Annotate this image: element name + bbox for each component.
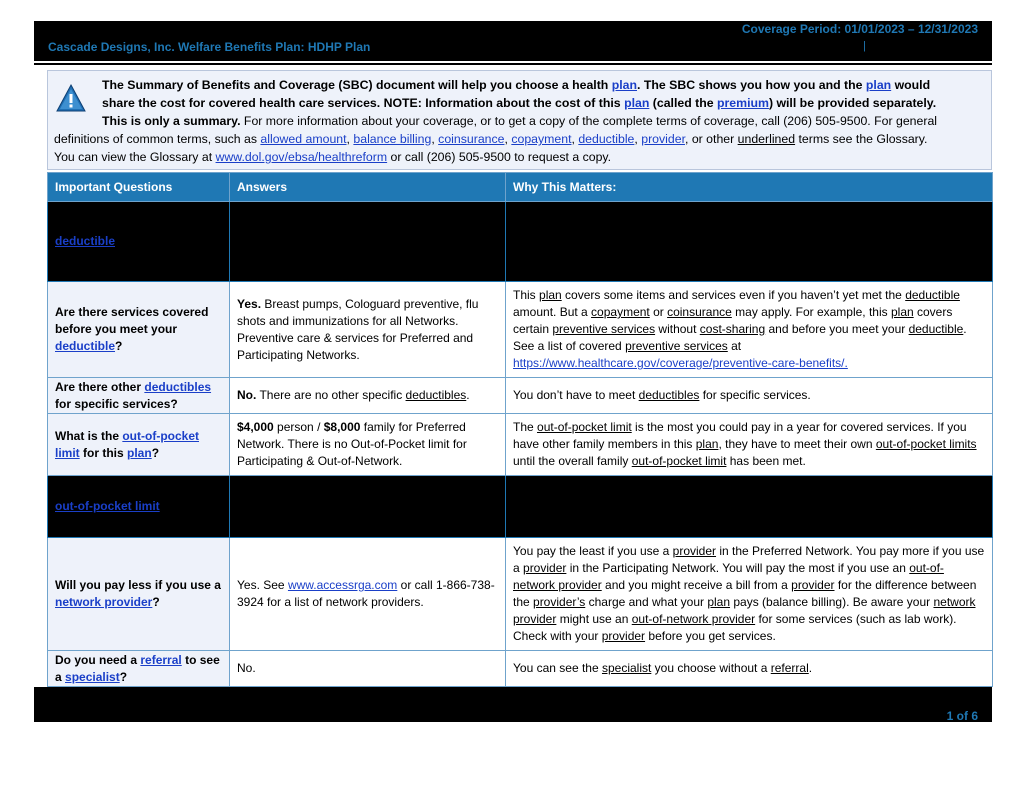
link-deductible[interactable]: deductible [55,339,116,353]
page-number: 1 of 6 [946,709,978,723]
link-specialist[interactable]: specialist [65,669,120,684]
warning-icon [56,83,86,113]
link-provider[interactable]: provider [641,132,685,146]
why-cell: You can see the specialist you choose without a referral. [506,651,993,687]
question-cell: Are there services covered before you meet your deductible? [48,282,230,378]
link-out-of-pocket-limit[interactable]: out-of-pocket limit [55,499,160,513]
why-cell [506,476,993,538]
answer-cell [230,202,506,282]
intro-line-2: share the cost for covered health care services. NOTE: Information about the cost of this plan (called the premium) will be provided separately. [102,96,937,110]
why-cell: The out-of-pocket limit is the most you could pay in a year for covered services. If you have other family members in this plan, they have to meet their own out-of-pocket limits until the overall family out-of-pocket limit has been met. [506,414,993,476]
link-preventive-care[interactable]: https://www.healthcare.gov/coverage/preventive-care-benefits/. [513,356,848,370]
benefits-table [47,172,993,687]
answer-cell: No. There are no other specific deductibles. [230,378,506,414]
coverage-period: Coverage Period: 01/01/2023 – 12/31/2023 [741,22,978,36]
link-copayment[interactable]: copayment [511,132,572,146]
table-row [48,282,993,378]
question-cell: What is the out-of-pocket limit for this plan? [48,414,230,476]
link-allowed-amount[interactable]: allowed amount [260,132,347,146]
table-row [48,414,993,476]
link-plan[interactable]: plan [624,96,650,110]
question-cell [48,476,230,538]
intro-line-5: You can view the Glossary at www.dol.gov/ebsa/healthreform or call (206) 505-9500 to request a copy. [54,150,612,164]
answer-cell: No. [230,651,506,687]
table-row-deductible [48,202,993,282]
link-plan[interactable]: plan [865,78,892,92]
page-header [34,21,992,61]
table-header-row [48,173,993,202]
link-glossary[interactable]: www.dol.gov/ebsa/healthreform [215,150,388,164]
column-header: Answers [230,173,506,202]
header-rule [34,63,992,65]
column-header: Why This Matters: [506,173,993,202]
table-row [48,538,993,651]
link-coinsurance[interactable]: coinsurance [438,132,505,146]
intro-line-3: This is only a summary. For more information about your coverage, or to get a copy of the complete terms of coverage, call (206) 505-9500. For general [102,114,938,128]
table-row [48,651,993,687]
answer-cell: $4,000 person / $8,000 family for Preferred Network. There is no Out-of-Pocket limit for Participating & Out-of-Network. [230,414,506,476]
link-plan[interactable]: plan [611,78,638,92]
column-header: Important Questions [48,173,230,202]
question-cell: Are there other deductibles for specific services? [48,378,230,414]
link-deductibles[interactable]: deductibles [144,379,212,394]
why-cell: You don’t have to meet deductibles for specific services. [506,378,993,414]
intro-box [47,70,992,170]
question-cell: Will you pay less if you use a network provider? [48,538,230,651]
page-footer [34,687,992,722]
link-network-provider[interactable]: network provider [55,595,153,609]
why-cell: You pay the least if you use a provider in the Preferred Network. You pay more if you use a provider in the Participating Network. You will pay the most if you use an out-of-network provider and you might receive a bill from a provider for the difference between the provider’s charge and what your plan pays (balance billing). Be aware your network provider might use an out-of-network provider for some services (such as lab work). Check with your provider before you get services. [506,538,993,651]
why-cell [506,202,993,282]
link-balance-billing[interactable]: balance billing [353,132,432,146]
link-deductible[interactable]: deductible [578,132,635,146]
link-premium[interactable]: premium [717,96,769,110]
header-separator: | [863,40,866,52]
question-cell [48,202,230,282]
answer-cell: Yes. See www.accessrga.com or call 1-866-738-3924 for a list of network providers. [230,538,506,651]
link-plan[interactable]: plan [127,445,152,460]
question-cell: Do you need a referral to see a specialist? [48,651,230,687]
table-row [48,378,993,414]
link-deductible[interactable]: deductible [55,234,116,248]
intro-line-1: The Summary of Benefits and Coverage (SBC) document will help you choose a health plan. The SBC shows you how you and the plan would [102,78,931,92]
link-accessrga[interactable]: www.accessrga.com [287,578,398,592]
intro-line-4: definitions of common terms, such as allowed amount, balance billing, coinsurance, copayment, deductible, provider, or other underlined terms see the Glossary. [54,132,928,146]
why-cell: This plan covers some items and services even if you haven’t yet met the deductible amount. But a copayment or coinsurance may apply. For example, this plan covers certain preventive services without cost-sharing and before you meet your deductible. See a list of covered preventive services at https://www.healthcare.gov/coverage/preventive-care-benefits/. [506,282,993,378]
answer-cell: Yes. Breast pumps, Cologuard preventive, flu shots and immunizations for all Networks. Preventive care & services for Preferred and Participating Networks. [230,282,506,378]
link-referral[interactable]: referral [140,652,182,667]
table-row-out-of-pocket [48,476,993,538]
answer-cell [230,476,506,538]
plan-title: Cascade Designs, Inc. Welfare Benefits Plan: HDHP Plan [48,40,371,54]
link-out-of-pocket-limit[interactable]: out-of-pocket limit [55,428,199,460]
